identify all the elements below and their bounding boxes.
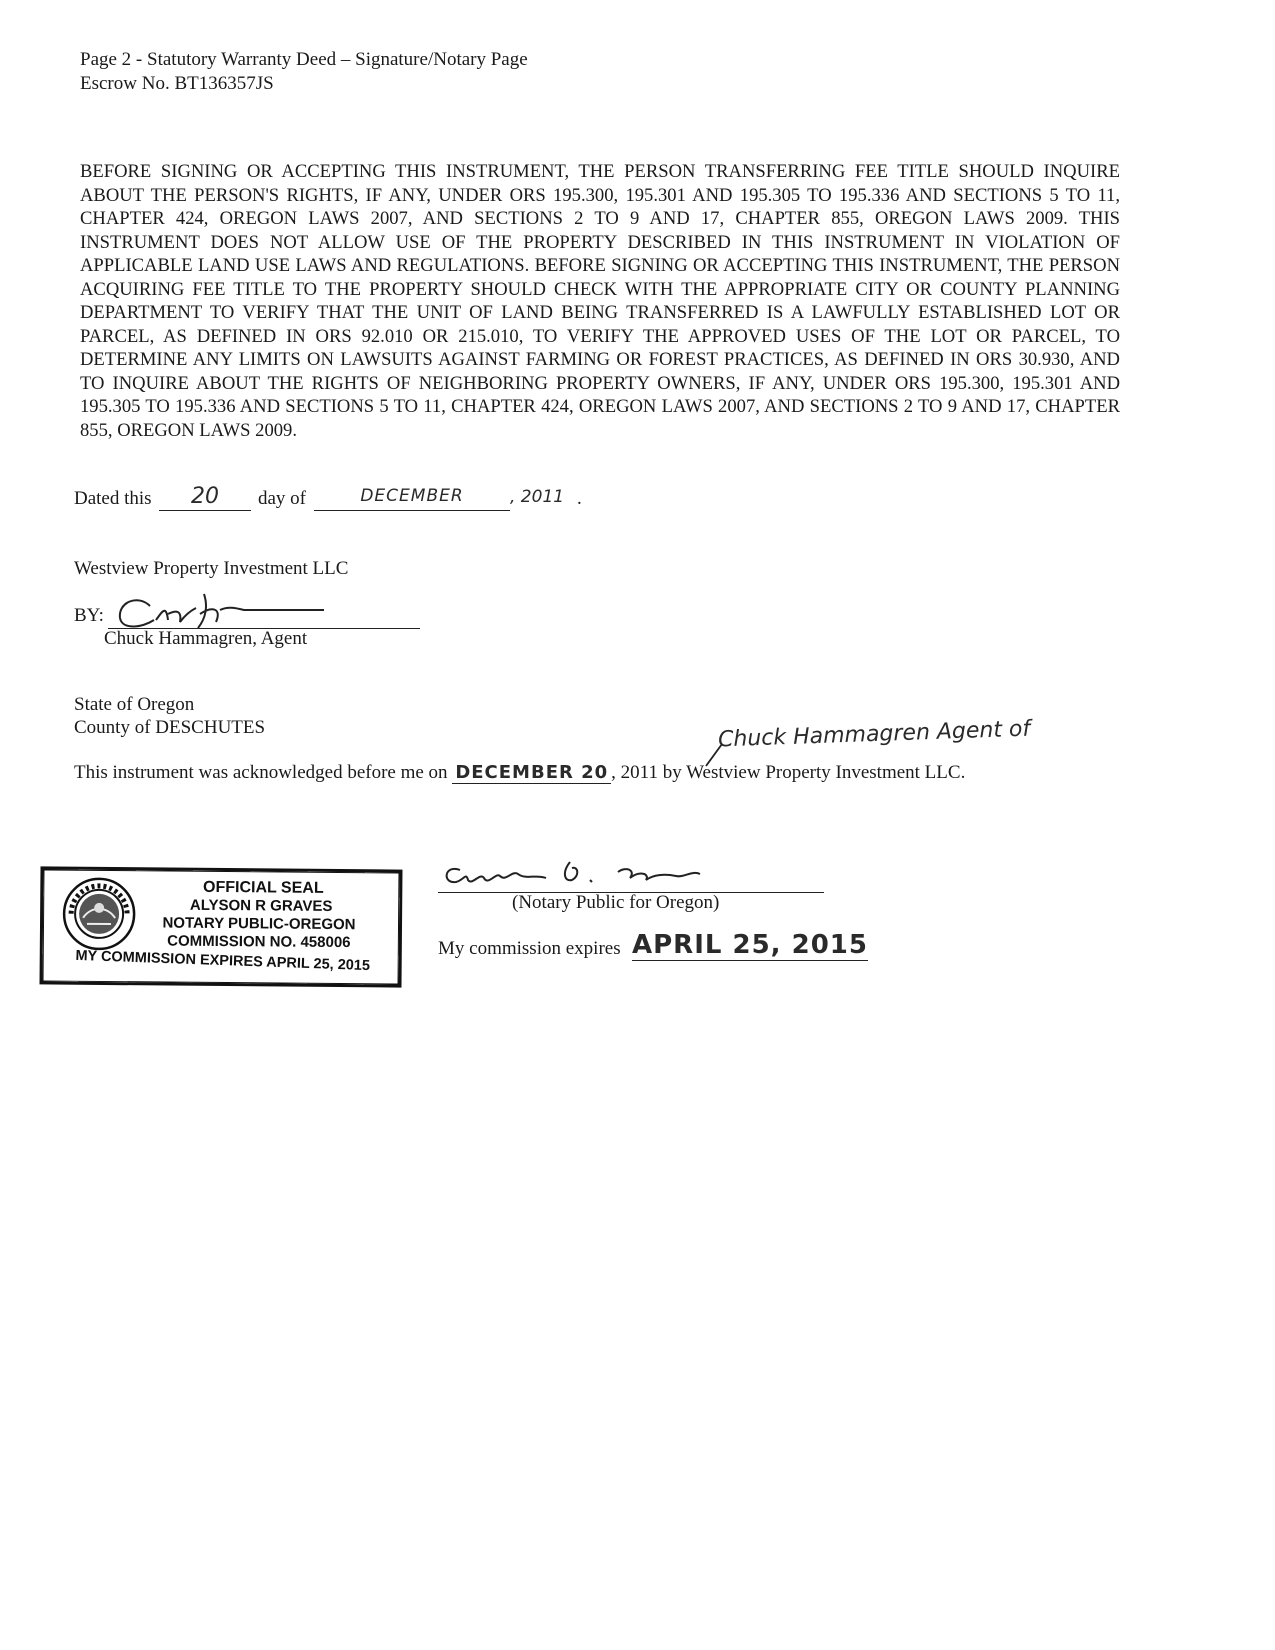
grantor-signer-name: Chuck Hammagren, Agent [104,628,308,649]
official-seal-stamp [39,866,402,987]
acknowledgment-date: DECEMBER 20 [452,762,611,784]
acknowledgment-suffix: , 2011 by Westview Property Investment LLC. [611,762,966,783]
seal-title: OFFICIAL SEAL [202,878,324,897]
commission-expires-label: My commission expires [438,938,621,959]
page-header-title: Page 2 - Statutory Warranty Deed – Signature/Notary Page [80,49,528,70]
dated-day: 20 [159,484,251,511]
acknowledgment-inserted-note: Chuck Hammagren Agent of [717,716,1031,753]
dated-year: , 2011 [510,487,565,507]
dated-middle: day of [258,488,307,509]
seal-notary-name: ALYSON R GRAVES [189,896,333,915]
dated-prefix: Dated this [74,488,152,509]
notary-signature [440,852,800,894]
dated-line [74,484,634,522]
seal-commission-number: COMMISSION NO. 458006 [167,932,351,952]
escrow-number: Escrow No. BT136357JS [80,73,274,94]
statutory-disclosure-paragraph: BEFORE SIGNING OR ACCEPTING THIS INSTRUMENT, THE PERSON TRANSFERRING FEE TITLE SHOULD INQUIRE ABOUT THE PERSON'S RIGHTS, IF ANY, UNDER ORS 195.300, 195.301 AND 195.305 TO 195.336 AND SECTIONS 5 TO 11, CHAPTER 424, OREGON LAWS 2007, AND SECTIONS 2 TO 9 AND 17, CHAPTER 855, OREGON LAWS 2009. THIS INSTRUMENT DOES NOT ALLOW USE OF THE PROPERTY DESCRIBED IN THIS INSTRUMENT IN VIOLATION OF APPLICABLE LAND USE LAWS AND REGULATIONS. BEFORE SIGNING OR ACCEPTING THIS INSTRUMENT, THE PERSON ACQUIRING FEE TITLE TO THE PROPERTY SHOULD CHECK WITH THE APPROPRIATE CITY OR COUNTY PLANNING DEPARTMENT TO VERIFY THAT THE UNIT OF LAND BEING TRANSFERRED IS A LAWFULLY ESTABLISHED LOT OR PARCEL, AS DEFINED IN ORS 92.010 OR 215.010, TO VERIFY THE APPROVED USES OF THE LOT OR PARCEL, TO DETERMINE ANY LIMITS ON LAWSUITS AGAINST FARMING OR FOREST PRACTICES, AS DEFINED IN ORS 30.930, AND TO INQUIRE ABOUT THE RIGHTS OF NEIGHBORING PROPERTY OWNERS, IF ANY, UNDER ORS 195.300, 195.301 AND 195.305 TO 195.336 AND SECTIONS 5 TO 11, CHAPTER 424, OREGON LAWS 2007, AND SECTIONS 2 TO 9 AND 17, CHAPTER 855, OREGON LAWS 2009. [80,161,1120,441]
acknowledgment-prefix: This instrument was acknowledged before me on [74,762,448,783]
dated-month: DECEMBER [314,486,510,511]
venue-state: State of Oregon [74,694,195,715]
venue-county: County of DESCHUTES [74,717,266,738]
commission-expires-date: APRIL 25, 2015 [632,930,868,960]
grantor-company: Westview Property Investment LLC [74,558,349,579]
dated-suffix: . [577,488,582,509]
acknowledgment-line [74,762,965,784]
notary-title: (Notary Public for Oregon) [512,892,720,913]
seal-notary-public: NOTARY PUBLIC-OREGON [162,914,356,934]
state-seal-icon [61,876,138,953]
by-label: BY: [74,605,104,626]
seal-commission-expires: MY COMMISSION EXPIRES APRIL 25, 2015 [75,947,371,975]
